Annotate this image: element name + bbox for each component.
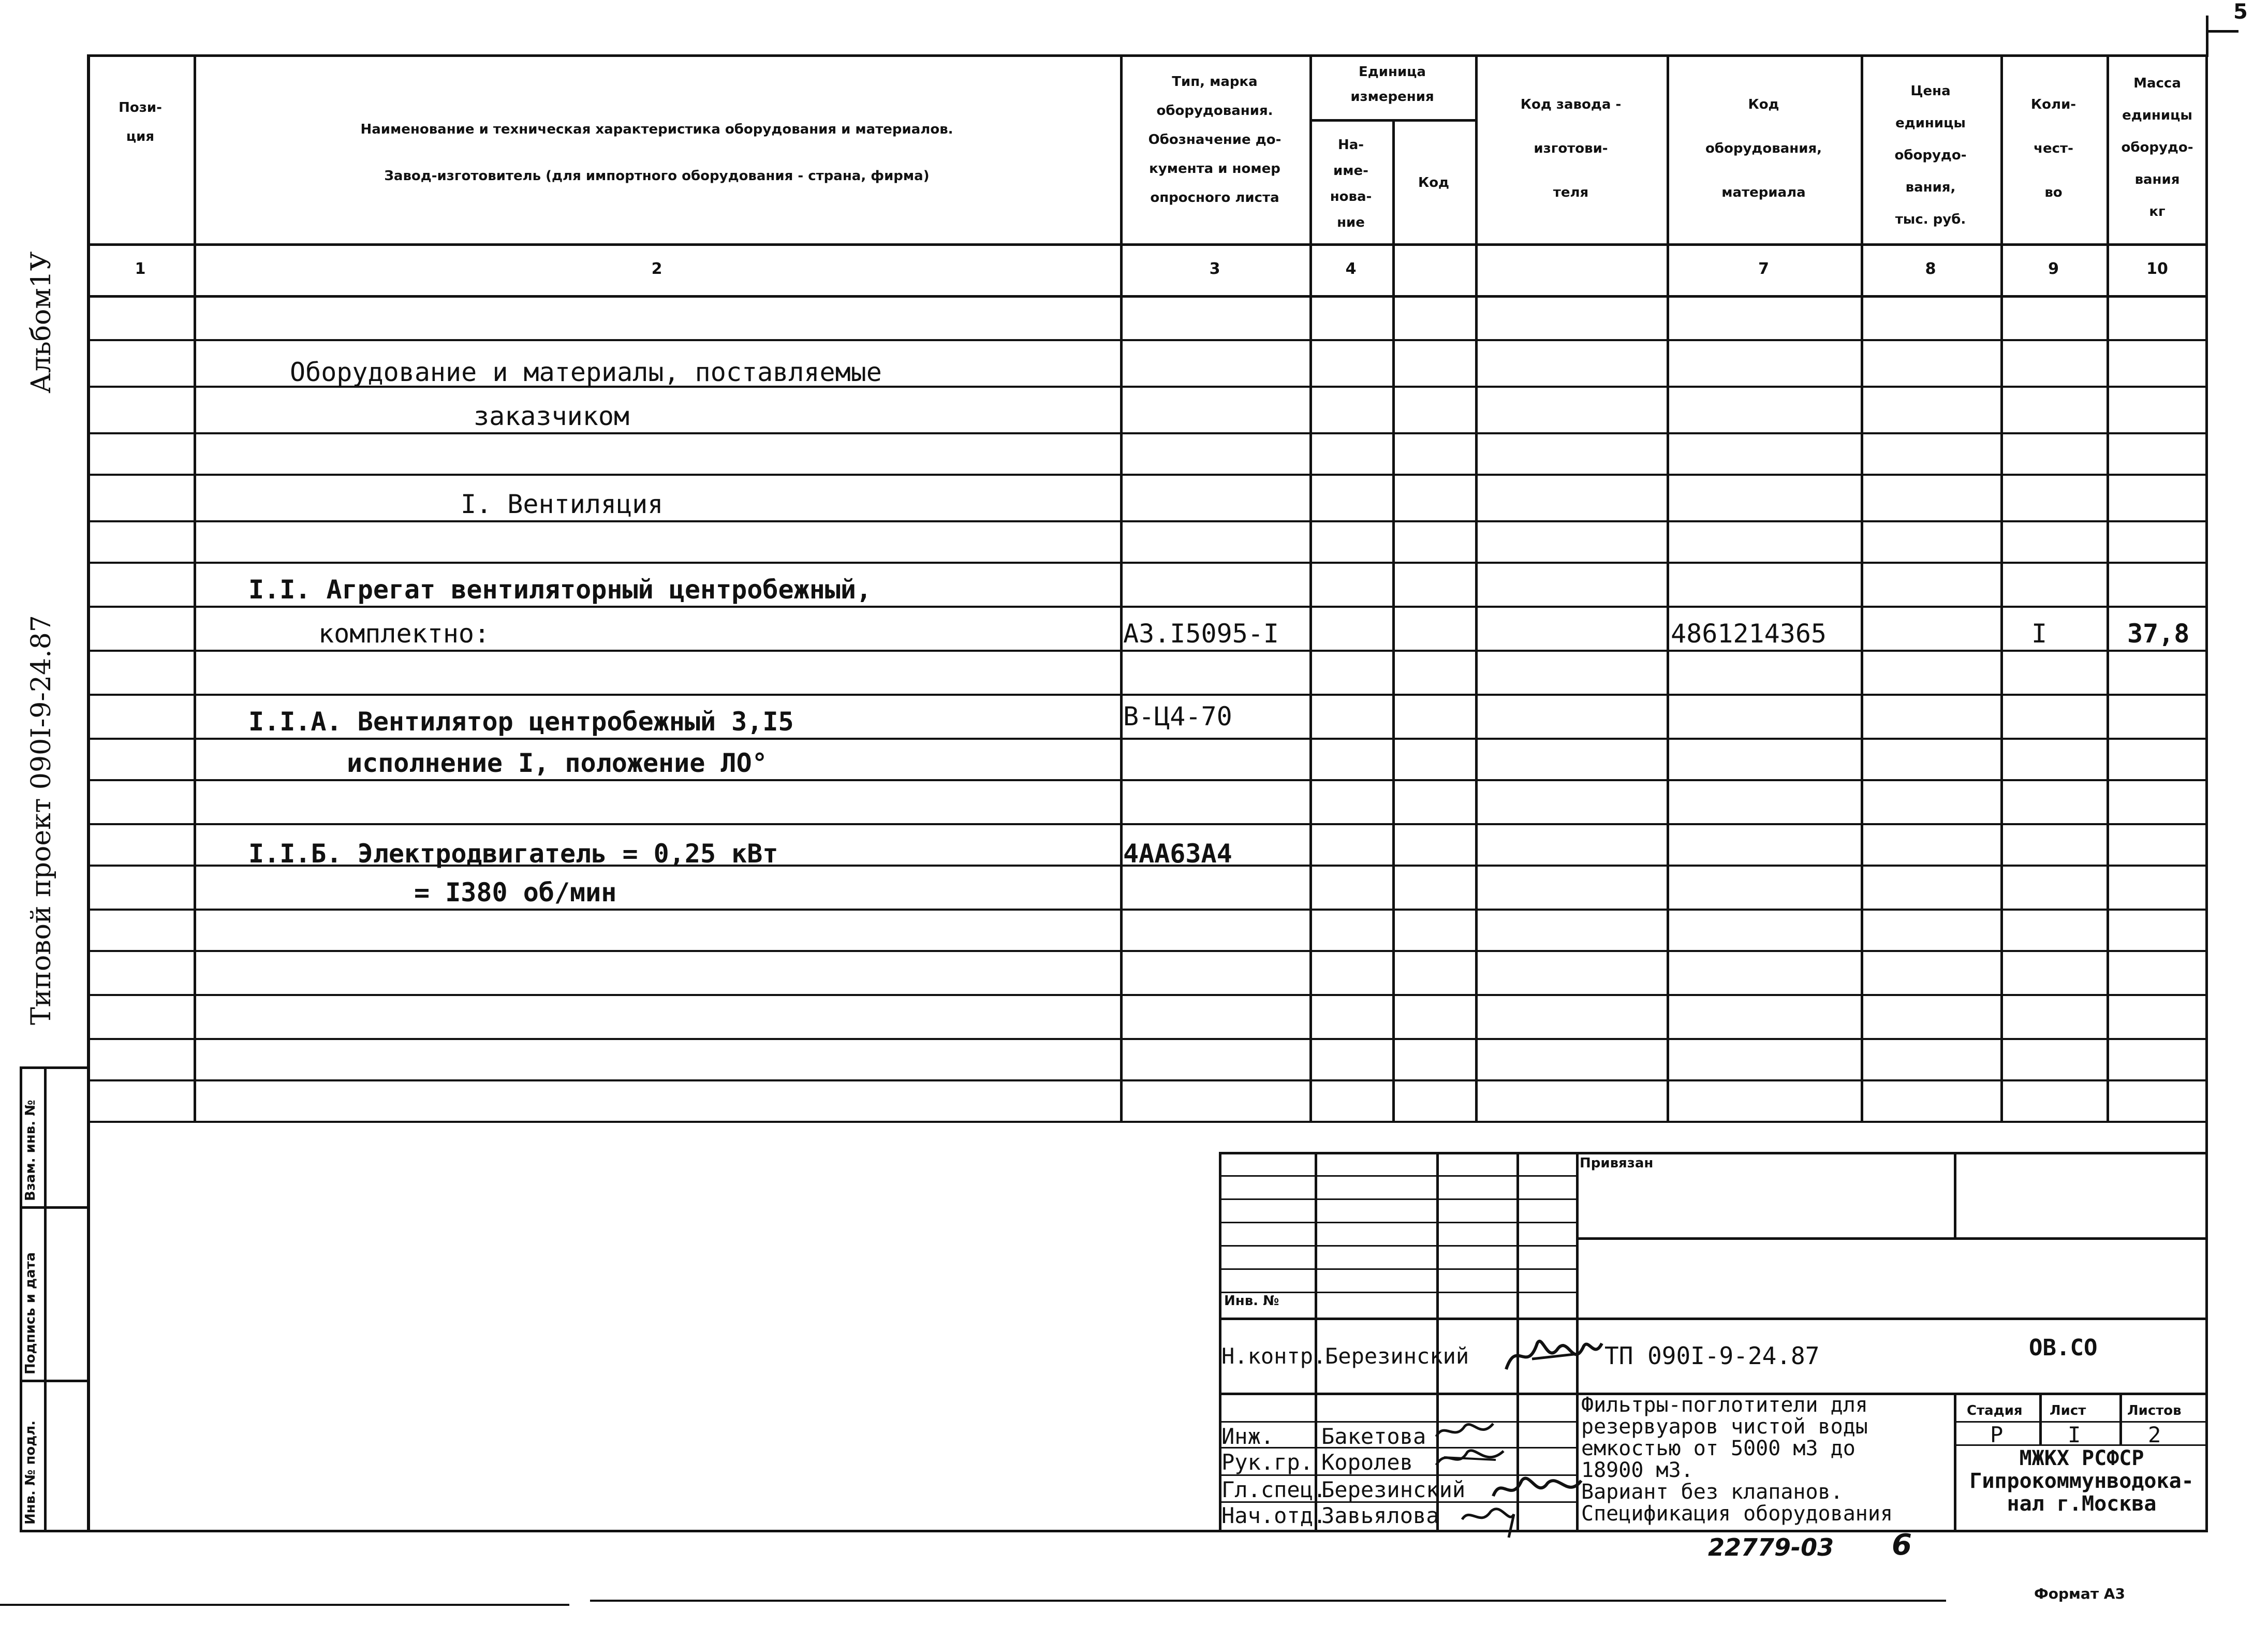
title-block-line [1954, 1393, 1956, 1530]
name-chiefspec: Березинский [1321, 1477, 1466, 1502]
frame-bottom-line [20, 1530, 2208, 1532]
table-row-line [87, 520, 2208, 522]
table-row-line [87, 606, 2208, 608]
table-row-line [87, 339, 2208, 341]
album-label: Альбом1У [26, 251, 57, 393]
table-column-line [1120, 54, 1123, 1121]
footer-page-number: 6 [1892, 1528, 1912, 1562]
sheet-label: Лист [2050, 1403, 2086, 1418]
header-type: Тип, марка оборудования. Обозначение до- кумента и номер опросного листа [1148, 74, 1282, 206]
name-depthead: Завьялова [1321, 1503, 1439, 1528]
colnum-9: 9 [2048, 260, 2059, 278]
stage-value: Р [1990, 1422, 2004, 1447]
stamp-mid-border [44, 1066, 47, 1532]
table-row-line [87, 994, 2208, 996]
signature-depthead [1460, 1499, 1516, 1540]
item1-line2: комплектно: [318, 619, 490, 649]
role-ncontr: Н.контр. [1221, 1343, 1327, 1369]
description: Фильтры-поглотители для резервуаров чистой воды емкостью от 5000 м3 до 18900 м3. Вариант без клапанов. Спецификация оборудования [1581, 1393, 1893, 1526]
item1-mass: 37,8 [2127, 619, 2190, 649]
subsection-title: I. Вентиляция [461, 489, 664, 519]
inv-no-label: Инв. № подл. [23, 1420, 38, 1525]
item1-type: АЗ.I5095-I [1123, 619, 1279, 649]
header-unit: Единица измерения [1350, 64, 1434, 105]
title-block-line [1219, 1222, 1576, 1223]
table-row-line [87, 650, 2208, 652]
page-number: 5 [2233, 0, 2248, 24]
table-row-line [87, 909, 2208, 911]
name-eng: Бакетова [1321, 1424, 1426, 1449]
title-block-line [1219, 1152, 2208, 1154]
table-row-line [87, 950, 2208, 952]
footer-rule-right [590, 1600, 1946, 1602]
item3-line1: I.I.Б. Электродвигатель = 0,25 кВт [248, 839, 778, 869]
name-grouplead: Королев [1321, 1450, 1413, 1475]
title-block-line [1219, 1318, 2208, 1320]
item1-code: 4861214365 [1671, 619, 1827, 649]
colnum-10: 10 [2146, 260, 2168, 278]
header-qty: Коли- чест- во [2030, 97, 2076, 200]
header-mass: Масса единицы оборудо- вания кг [2121, 76, 2193, 219]
table-column-line [1392, 119, 1395, 1121]
stamp-top-line [20, 1066, 87, 1069]
table-row-line [87, 1038, 2208, 1040]
table-row-line [87, 738, 2208, 740]
title-block-line [1219, 1198, 1576, 1200]
org-name: МЖКХ РСФСР Гипрокоммунводока- нал г.Москва [1969, 1446, 2194, 1516]
table-row-line [87, 474, 2208, 476]
table-row-line [87, 779, 2208, 781]
sheet-code: ОВ.СО [2029, 1335, 2098, 1361]
header-unit-name: На- име- нова- ние [1330, 137, 1372, 230]
title-block-line [1219, 1245, 1576, 1247]
section-title-line1: Оборудование и материалы, поставляемые [290, 357, 882, 387]
sheets-value: 2 [2148, 1422, 2161, 1447]
colnum-1: 1 [135, 260, 146, 278]
table-row-line [87, 432, 2208, 434]
table-row-line [87, 1121, 2208, 1123]
header-pos: Пози- ция [119, 100, 162, 144]
header-unit-code: Код [1418, 175, 1450, 191]
header-price: Цена единицы оборудо- вания, тыс. руб. [1894, 83, 1967, 227]
inv-label: Инв. № [1224, 1293, 1279, 1309]
signature-ncontr [1501, 1328, 1604, 1385]
header-equip-code: Код оборудования, материала [1705, 97, 1822, 200]
footer-rule-left [0, 1604, 569, 1606]
table-row-line [87, 562, 2208, 564]
header-name: Наименование и техническая характеристика оборудования и материалов. Завод-изготовитель (для импортного оборудования - страна, фирма) [360, 122, 953, 184]
table-row-line [87, 823, 2208, 825]
item1-qty: I [2031, 619, 2048, 649]
colnum-7: 7 [1758, 260, 1769, 278]
colnum-4: 4 [1345, 260, 1357, 278]
title-block-line [1315, 1152, 1317, 1530]
item3-type: 4АА63А4 [1123, 839, 1232, 869]
role-chiefspec: Гл.спец. [1221, 1477, 1327, 1502]
role-eng: Инж. [1221, 1424, 1274, 1449]
colnum-2: 2 [651, 260, 662, 278]
item2-line1: I.I.A. Вентилятор центробежный 3,I5 [248, 707, 794, 737]
table-row-line [87, 694, 2208, 696]
stamp-line-1 [20, 1206, 87, 1209]
doc-number: ТП 090I-9-24.87 [1604, 1342, 1820, 1370]
item2-type: В-Ц4-70 [1123, 701, 1232, 731]
title-block-line [1954, 1152, 1956, 1237]
title-block-line [1219, 1421, 1576, 1423]
item2-line2: исполнение I, положение ЛО° [347, 748, 768, 778]
title-block-line [2119, 1393, 2122, 1444]
format-label: Формат А3 [2034, 1585, 2125, 1602]
name-ncontr: Березинский [1325, 1343, 1469, 1369]
item3-line2: = I380 об/мин [414, 877, 617, 908]
linked-label: Привязан [1580, 1155, 1654, 1171]
colnum-8: 8 [1925, 260, 1936, 278]
page-number-underline [2207, 30, 2238, 33]
title-block-line [1219, 1268, 1576, 1270]
section-title-line2: заказчиком [474, 401, 630, 431]
title-block-line [1436, 1152, 1439, 1530]
role-depthead: Нач.отд. [1221, 1503, 1327, 1528]
sheet-value: I [2068, 1422, 2081, 1447]
role-grouplead: Рук.гр. [1221, 1450, 1314, 1475]
project-label: Типовой проект 090I-9-24.87 [26, 615, 57, 1025]
stamp-left-border [20, 1066, 22, 1532]
item1-line1: I.I. Агрегат вентиляторный центробежный, [248, 575, 872, 605]
stamp-line-2 [20, 1380, 87, 1382]
header-bottom-line [87, 243, 2208, 246]
title-block-line [1576, 1237, 2208, 1240]
title-block-line [2039, 1393, 2042, 1444]
table-row-line [87, 1079, 2208, 1081]
title-block-line [1219, 1175, 1576, 1177]
colnum-bottom-line [87, 295, 2208, 298]
archive-number: 22779-03 [1708, 1533, 1834, 1561]
stage-label: Стадия [1967, 1403, 2023, 1418]
header-plant-code: Код завода - изготови- теля [1520, 97, 1622, 200]
table-column-line [194, 54, 196, 1121]
replace-inv-label: Взам. инв. № [23, 1100, 38, 1201]
colnum-3: 3 [1209, 260, 1220, 278]
sheets-label: Листов [2127, 1403, 2182, 1418]
sign-date-label: Подпись и дата [23, 1252, 38, 1374]
page-number-tick [2206, 16, 2208, 57]
